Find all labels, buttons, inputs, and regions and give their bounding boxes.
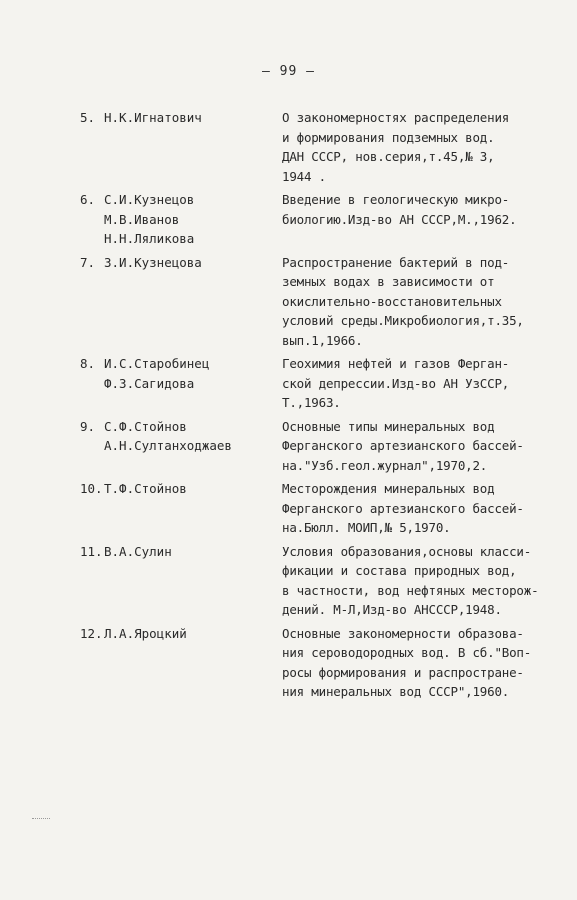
entry-reference [282,479,560,538]
reference-line: дений. М-Л,Изд-во АНСССР,1948. [282,602,502,617]
author: С.Ф.Стойнов [104,418,187,434]
author: Ф.З.Сагидова [104,375,195,391]
bibliography-entry [80,190,560,249]
entry-authors [104,190,282,249]
bibliography-entry [80,479,560,538]
entry-authors [104,354,282,413]
entry-authors [104,479,282,538]
entry-authors [104,108,282,186]
margin-mark [32,818,50,822]
reference-line: и формирования подземных вод. [282,129,495,145]
reference-line: Месторождения минеральных вод [282,481,495,496]
author: М.В.Иванов [104,211,180,227]
entry-reference [282,417,560,476]
author: В.А.Сулин [104,543,172,559]
entry-number: 10. [80,481,103,496]
entry-reference [282,624,560,702]
reference-line: окислительно-восстановительных [282,293,502,309]
reference-line: в частности, вод нефтяных месторож- [282,582,539,598]
reference-line: на.Бюлл. МОИП,№ 5,1970. [282,520,451,535]
reference-line: фикации и состава природных вод, [282,563,517,578]
reference-line: ния минеральных вод СССР",1960. [282,684,510,699]
author: Н.К.Игнатович [104,110,202,125]
author: Н.Н.Ляликова [104,231,195,246]
entry-authors [104,542,282,620]
page-number: – 99 – [262,64,315,79]
entry-number: 5. [80,110,96,125]
reference-line: Распространение бактерий в под- [282,254,510,270]
bibliography-entry [80,354,560,413]
reference-line: Ферганского артезианского бассей- [282,500,524,516]
reference-line: Основные типы минеральных вод [282,418,495,434]
entry-reference [282,354,560,413]
reference-line: ДАН СССР, нов.серия,т.45,№ 3, [282,149,495,164]
author: А.Н.Султанходжаев [104,438,232,453]
entry-number: 7. [80,254,96,270]
bibliography-entry [80,253,560,351]
reference-line: биологию.Изд-во АН СССР,М.,1962. [282,211,517,227]
author: Т.Ф.Стойнов [104,481,187,496]
reference-line: условий среды.Микробиология,т.35, [282,313,524,328]
reference-line: Геохимия нефтей и газов Ферган- [282,356,510,371]
author: И.С.Старобинец [104,356,210,371]
author: С.И.Кузнецов [104,192,195,207]
reference-line: О закономерностях распределения [282,110,510,125]
entry-number: 6. [80,192,96,207]
reference-line: Т.,1963. [282,395,341,410]
bibliography-entry [80,108,560,186]
reference-line: вып.1,1966. [282,332,363,348]
entry-number: 8. [80,356,96,371]
bibliography-entry [80,624,560,702]
entry-reference [282,190,560,249]
entry-number: 11. [80,543,103,559]
reference-line: 1944 . [282,168,326,184]
reference-line: Основные закономерности образова- [282,625,524,641]
bibliography-entry [80,417,560,476]
reference-line: росы формирования и распростране- [282,664,524,680]
entry-number: 9. [80,418,96,434]
entry-authors [104,417,282,476]
reference-line: Условия образования,основы класси- [282,543,532,559]
bibliography-entry [80,542,560,620]
reference-line: земных водах в зависимости от [282,274,495,289]
reference-line: Введение в геологическую микро- [282,192,510,207]
entry-reference [282,108,560,186]
bibliography-list [80,108,560,706]
author: З.И.Кузнецова [104,254,202,270]
entry-authors [104,253,282,351]
reference-line: ния сероводородных вод. В сб."Воп- [282,645,532,660]
entry-number: 12. [80,625,103,641]
entry-reference [282,542,560,620]
author: Л.А.Яроцкий [104,625,187,641]
reference-line: на."Узб.геол.журнал",1970,2. [282,457,488,473]
reference-line: Ферганского артезианского бассей- [282,438,524,453]
entry-authors [104,624,282,702]
entry-reference [282,253,560,351]
reference-line: ской депрессии.Изд-во АН УзССР, [282,375,510,391]
